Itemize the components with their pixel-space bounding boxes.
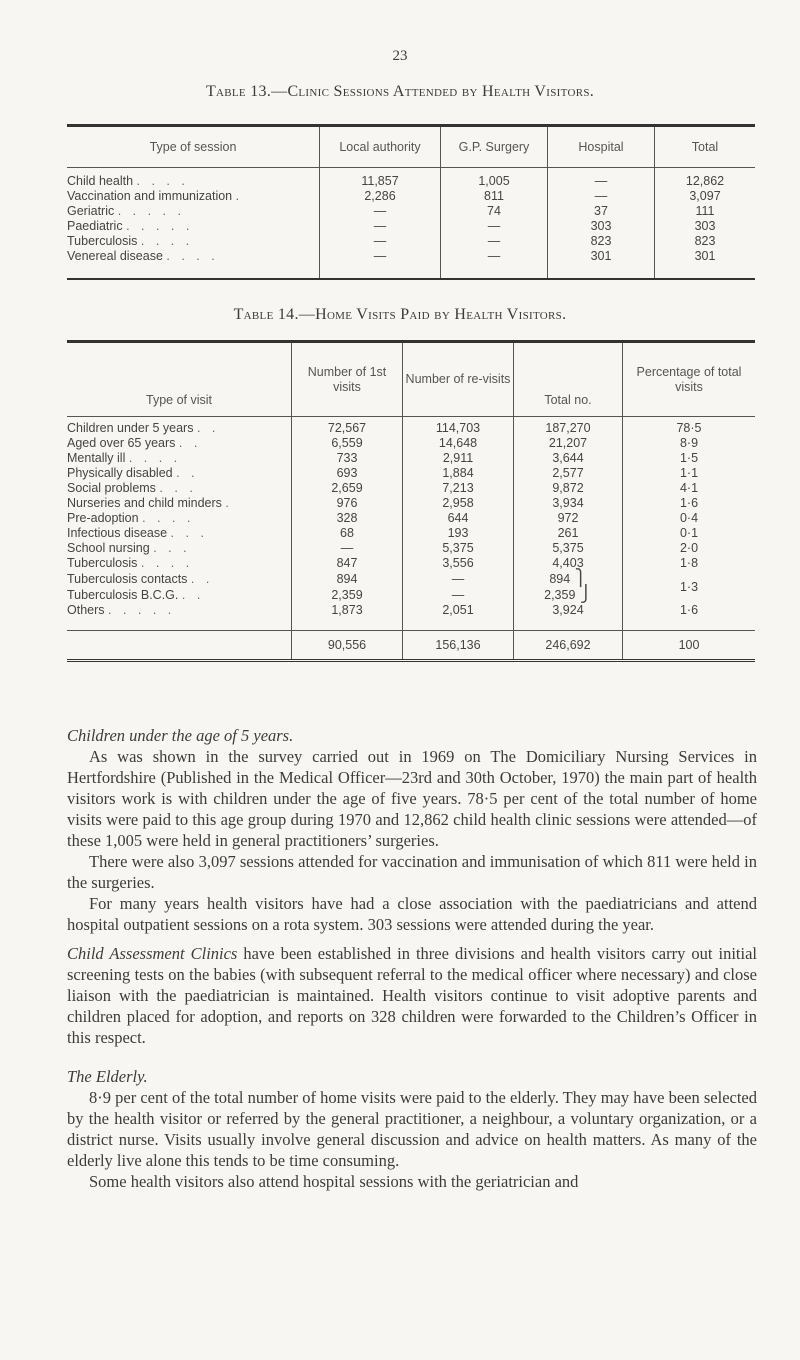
- total-cell: 303: [655, 219, 756, 234]
- total-visits-cell: [514, 466, 623, 481]
- total-cell: 301: [655, 249, 756, 264]
- table-row: [67, 249, 755, 264]
- hospital-cell: 301: [548, 249, 655, 264]
- leader-dots: .: [235, 189, 244, 203]
- leader-dots: . . . . .: [108, 603, 176, 617]
- paragraph: have been established in three divisions and health visitors carry out initial screening tests on the babies (with subsequent referral to the medical officer where necessary) and close liaison with the paediatrician is maintained. Health visitors continue to visit adoptive parents and children placed for adoption, and reports on 328 children were forwarded to the Children’s Officer in this respect.: [67, 944, 757, 1047]
- table-row: [67, 451, 755, 466]
- percentage-cell: 1·8: [623, 556, 756, 571]
- percentage-cell: 0·1: [623, 526, 756, 541]
- gp-surgery-cell: —: [441, 249, 548, 264]
- re-visits-cell: 193: [403, 526, 514, 541]
- leader-dots: . .: [190, 571, 214, 586]
- spacer-row: [67, 618, 755, 631]
- row-label: Others: [67, 603, 105, 617]
- row-label: Physically disabled: [67, 466, 173, 480]
- row-label: Infectious disease: [67, 526, 168, 540]
- hospital-cell: —: [548, 168, 655, 190]
- first-visits-cell: 68: [292, 526, 403, 541]
- table-row: [67, 556, 755, 571]
- row-label: Mentally ill: [67, 451, 126, 465]
- column-header: Type of visit: [67, 342, 292, 417]
- gp-surgery-cell: 1,005: [441, 168, 548, 190]
- total-cell: 111: [655, 204, 756, 219]
- spacer-cell: [67, 264, 320, 279]
- leader-dots: . . . .: [140, 556, 194, 570]
- local-authority-cell: 11,857: [320, 168, 441, 190]
- paragraph: Some health visitors also attend hospital sessions with the geriatrician and: [89, 1172, 579, 1191]
- table-row: [67, 168, 755, 190]
- total-value: 261: [557, 526, 579, 540]
- total-value: 894: [549, 572, 571, 586]
- gp-surgery-cell: 811: [441, 189, 548, 204]
- total-cell: 12,862: [655, 168, 756, 190]
- total-value: 187,270: [545, 421, 591, 435]
- row-label: School nursing: [67, 541, 150, 555]
- visit-type-cell: [67, 481, 292, 496]
- re-visits-cell: 2,911: [403, 451, 514, 466]
- table-row: [67, 219, 755, 234]
- visit-type-cell: [67, 451, 292, 466]
- row-label: Geriatric: [67, 204, 115, 218]
- re-visits-cell: 7,213: [403, 481, 514, 496]
- total-value: 3,644: [552, 451, 584, 465]
- leader-dots: .: [225, 496, 233, 510]
- total-re-visits: 156,136: [403, 631, 514, 661]
- column-header: Total no.: [514, 342, 623, 417]
- spacer-row: [67, 264, 755, 279]
- row-label: Social problems: [67, 481, 156, 495]
- percentage-cell: 78·5: [623, 417, 756, 437]
- table-row: [67, 234, 755, 249]
- first-visits-cell: 847: [292, 556, 403, 571]
- percentage-cell: 1·3: [623, 571, 756, 603]
- percentage-cell: 4·1: [623, 481, 756, 496]
- spacer-cell: [514, 618, 623, 631]
- table-13-title: Table 13.—Clinic Sessions Attended by Health Visitors.: [205, 83, 595, 100]
- column-header: Type of session: [67, 126, 320, 168]
- row-label: Pre-adoption: [67, 511, 139, 525]
- totals-label-cell: [67, 631, 292, 661]
- re-visits-cell: 644: [403, 511, 514, 526]
- first-visits-cell: 2,659: [292, 481, 403, 496]
- leader-dots: . .: [196, 421, 220, 435]
- first-visits-cell: 328: [292, 511, 403, 526]
- first-visits-cell: 2,359: [292, 587, 403, 603]
- percentage-cell: 1·6: [623, 496, 756, 511]
- first-visits-cell: 733: [292, 451, 403, 466]
- re-visits-cell: —: [403, 571, 514, 587]
- visit-type-cell: [67, 436, 292, 451]
- hospital-cell: 37: [548, 204, 655, 219]
- re-visits-cell: 2,051: [403, 603, 514, 618]
- visit-type-cell: [67, 556, 292, 571]
- first-visits-cell: 6,559: [292, 436, 403, 451]
- visit-type-cell: [67, 603, 292, 618]
- spacer-cell: [292, 618, 403, 631]
- first-visits-cell: 693: [292, 466, 403, 481]
- table-row: [67, 526, 755, 541]
- percentage-cell: 8·9: [623, 436, 756, 451]
- re-visits-cell: 14,648: [403, 436, 514, 451]
- total-value: 21,207: [548, 436, 588, 450]
- total-value: 3,934: [552, 496, 584, 510]
- visit-type-cell: [67, 587, 292, 603]
- home-visits-table: [67, 340, 755, 662]
- brace-mark: ⎭: [575, 586, 592, 603]
- session-type-cell: [67, 249, 320, 264]
- grand-total: 246,692: [514, 631, 623, 661]
- re-visits-cell: 3,556: [403, 556, 514, 571]
- re-visits-cell: 2,958: [403, 496, 514, 511]
- first-visits-cell: —: [292, 541, 403, 556]
- hospital-cell: 823: [548, 234, 655, 249]
- row-label: Nurseries and child minders: [67, 496, 222, 510]
- total-visits-cell: [514, 417, 623, 437]
- visit-type-cell: [67, 417, 292, 437]
- spacer-cell: [623, 618, 756, 631]
- table-row: [67, 481, 755, 496]
- total-value: 972: [557, 511, 579, 525]
- leader-dots: . . . .: [136, 174, 189, 188]
- spacer-cell: [548, 264, 655, 279]
- paragraph: As was shown in the survey carried out in 1969 on The Domiciliary Nursing Services in Hertfordshire (Published in the Medical Officer—23rd and 30th October, 1970) the main part of health visitors work is with children under the age of five years. 78·5 per cent of the total number of home visits were paid to this age group during 1970 and 12,862 child health clinic sessions were attended—of these 1,005 were held in general practitioners’ surgeries.: [67, 747, 757, 850]
- total-visits-cell: [514, 571, 623, 587]
- total-visits-cell: [514, 511, 623, 526]
- row-label: Tuberculosis: [67, 556, 138, 570]
- spacer-cell: [320, 264, 441, 279]
- leader-dots: . . . .: [166, 249, 219, 263]
- paragraph: For many years health visitors have had a close association with the paediatricians and attend hospital outpatient sessions on a rota system. 303 sessions were attended during the year.: [67, 894, 757, 934]
- table-row: [67, 204, 755, 219]
- spacer-cell: [67, 618, 292, 631]
- table-row: [67, 466, 755, 481]
- paragraph: 8·9 per cent of the total number of home visits were paid to the elderly. They may have been selected by the health visitor or referred by the general practitioner, a neighbour, a voluntary organization, or a district nurse. Visits usually involve general discussion and advice on health matters. As many of the elderly live alone this tends to be time consuming.: [67, 1088, 757, 1170]
- percentage-cell: 1·5: [623, 451, 756, 466]
- hospital-cell: —: [548, 189, 655, 204]
- total-value: 3,924: [552, 603, 584, 617]
- clinic-sessions-table: [67, 124, 755, 280]
- session-type-cell: [67, 204, 320, 219]
- spacer-cell: [441, 264, 548, 279]
- local-authority-cell: —: [320, 204, 441, 219]
- leader-dots: . . . . .: [117, 204, 185, 218]
- spacer-cell: [655, 264, 756, 279]
- visit-type-cell: [67, 571, 292, 587]
- first-visits-cell: 72,567: [292, 417, 403, 437]
- local-authority-cell: —: [320, 219, 441, 234]
- row-label: Child health: [67, 174, 134, 188]
- body-text: [67, 725, 757, 1192]
- section-heading-assessment: Child Assessment Clinics: [67, 944, 238, 963]
- session-type-cell: [67, 234, 320, 249]
- total-visits-cell: [514, 526, 623, 541]
- row-label: Children under 5 years: [67, 421, 194, 435]
- column-header: Hospital: [548, 126, 655, 168]
- totals-row: [67, 631, 755, 661]
- percentage-cell: 1·1: [623, 466, 756, 481]
- leader-dots: . . . . .: [126, 219, 194, 233]
- page-number: 23: [392, 48, 408, 64]
- leader-dots: . .: [178, 436, 202, 450]
- total-visits-cell: [514, 541, 623, 556]
- column-header: Percentage of total visits: [623, 342, 756, 417]
- section-heading-children: Children under the age of 5 years.: [67, 726, 294, 745]
- percentage-cell: 0·4: [623, 511, 756, 526]
- total-cell: 823: [655, 234, 756, 249]
- session-type-cell: [67, 168, 320, 190]
- section-heading-elderly: The Elderly.: [67, 1067, 148, 1086]
- total-visits-cell: [514, 603, 623, 618]
- local-authority-cell: —: [320, 234, 441, 249]
- total-visits-cell: [514, 496, 623, 511]
- row-label: Vaccination and immunization: [67, 189, 233, 203]
- visit-type-cell: [67, 541, 292, 556]
- leader-dots: . .: [181, 587, 205, 602]
- table-row: [67, 541, 755, 556]
- total-percentage: 100: [623, 631, 756, 661]
- session-type-cell: [67, 189, 320, 204]
- total-visits-cell: [514, 436, 623, 451]
- table-row: [67, 571, 755, 587]
- table-row: [67, 511, 755, 526]
- total-value: 4,403: [552, 556, 584, 570]
- total-visits-cell: [514, 556, 623, 571]
- table-row: [67, 603, 755, 618]
- table-14-title: Table 14.—Home Visits Paid by Health Visitors.: [233, 306, 567, 323]
- visit-type-cell: [67, 511, 292, 526]
- gp-surgery-cell: —: [441, 234, 548, 249]
- percentage-cell: 2·0: [623, 541, 756, 556]
- total-first-visits: 90,556: [292, 631, 403, 661]
- total-value: 5,375: [552, 541, 584, 555]
- total-cell: 3,097: [655, 189, 756, 204]
- leader-dots: . . . .: [142, 511, 195, 525]
- total-value: 2,359: [544, 588, 576, 602]
- total-value: 2,577: [552, 466, 584, 480]
- table-row: [67, 417, 755, 437]
- total-visits-cell: [514, 587, 623, 603]
- visit-type-cell: [67, 496, 292, 511]
- leader-dots: . . .: [170, 526, 208, 540]
- table-header-row: [67, 342, 755, 417]
- paragraph: There were also 3,097 sessions attended for vaccination and immunisation of which 811 were held in the surgeries.: [67, 852, 757, 892]
- spacer-cell: [403, 618, 514, 631]
- row-label: Tuberculosis contacts: [67, 571, 188, 586]
- column-header: Number of 1st visits: [292, 342, 403, 417]
- row-label: Paediatric: [67, 219, 123, 233]
- column-header: Total: [655, 126, 756, 168]
- first-visits-cell: 976: [292, 496, 403, 511]
- re-visits-cell: —: [403, 587, 514, 603]
- table-row: [67, 436, 755, 451]
- hospital-cell: 303: [548, 219, 655, 234]
- table-row: [67, 189, 755, 204]
- session-type-cell: [67, 219, 320, 234]
- percentage-cell: 1·6: [623, 603, 756, 618]
- re-visits-cell: 5,375: [403, 541, 514, 556]
- column-header: G.P. Surgery: [441, 126, 548, 168]
- local-authority-cell: —: [320, 249, 441, 264]
- column-header: Number of re-visits: [403, 342, 514, 417]
- leader-dots: . . .: [159, 481, 197, 495]
- row-label: Tuberculosis: [67, 234, 138, 248]
- re-visits-cell: 114,703: [403, 417, 514, 437]
- total-value: 9,872: [552, 481, 584, 495]
- gp-surgery-cell: —: [441, 219, 548, 234]
- re-visits-cell: 1,884: [403, 466, 514, 481]
- gp-surgery-cell: 74: [441, 204, 548, 219]
- leader-dots: . . . .: [128, 451, 182, 465]
- brace-mark: ⎫: [570, 570, 587, 587]
- column-header: Local authority: [320, 126, 441, 168]
- leader-dots: . . . .: [140, 234, 194, 248]
- first-visits-cell: 894: [292, 571, 403, 587]
- leader-dots: . . .: [153, 541, 191, 555]
- row-label: Tuberculosis B.C.G.: [67, 587, 179, 602]
- row-label: Aged over 65 years: [67, 436, 176, 450]
- local-authority-cell: 2,286: [320, 189, 441, 204]
- total-visits-cell: [514, 481, 623, 496]
- visit-type-cell: [67, 466, 292, 481]
- table-header-row: [67, 126, 755, 168]
- row-label: Venereal disease: [67, 249, 163, 263]
- total-visits-cell: [514, 451, 623, 466]
- table-row: [67, 496, 755, 511]
- leader-dots: . .: [176, 466, 199, 480]
- visit-type-cell: [67, 526, 292, 541]
- first-visits-cell: 1,873: [292, 603, 403, 618]
